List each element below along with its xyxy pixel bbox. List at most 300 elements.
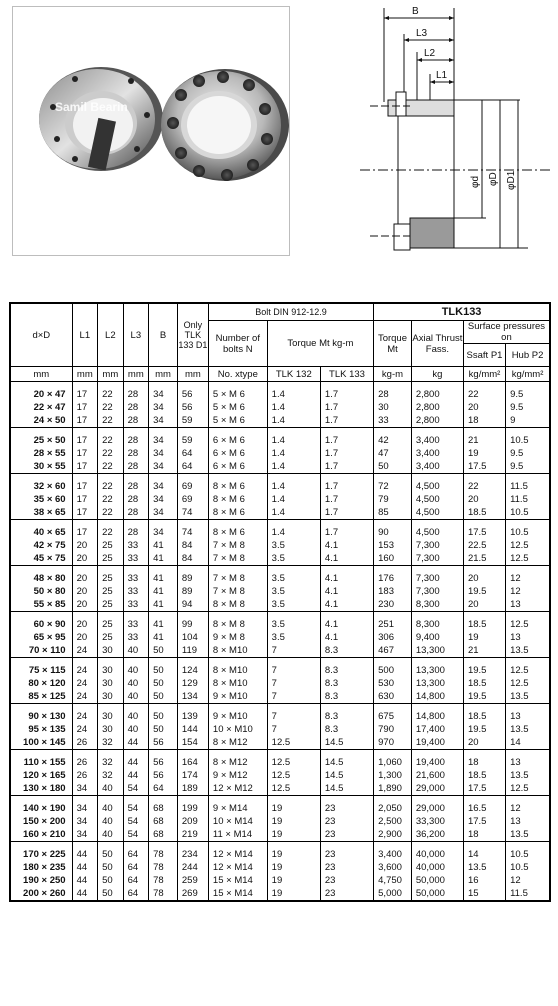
unit-cell: mm — [149, 367, 178, 382]
table-cell: 22 — [98, 493, 124, 506]
table-cell: 32 — [98, 756, 124, 769]
row-size-cell: 24 × 50 — [10, 414, 72, 428]
table-cell: 7 — [267, 664, 320, 677]
table-cell: 68 — [149, 815, 178, 828]
row-size-cell: 32 × 60 — [10, 480, 72, 493]
table-row — [10, 598, 550, 612]
table-cell: 306 — [374, 631, 412, 644]
row-size-cell: 22 × 47 — [10, 401, 72, 414]
table-cell: 500 — [374, 664, 412, 677]
table-cell: 9,400 — [411, 631, 463, 644]
table-cell: 7 — [267, 690, 320, 704]
table-cell: 50 — [98, 887, 124, 901]
table-cell: 33 — [374, 414, 412, 428]
table-cell: 19 — [463, 631, 505, 644]
table-cell: 8 × M 8 — [208, 598, 267, 612]
table-cell: 14 — [463, 848, 505, 861]
table-cell: 69 — [177, 480, 208, 493]
unit-cell: kg/mm² — [463, 367, 505, 382]
table-cell: 30 — [98, 710, 124, 723]
table-cell: 134 — [177, 690, 208, 704]
cross-section-drawing — [350, 0, 558, 262]
table-cell: 1.4 — [267, 460, 320, 474]
table-cell: 64 — [123, 848, 149, 861]
table-cell: 8 × M 6 — [208, 506, 267, 520]
table-cell: 5 × M 6 — [208, 401, 267, 414]
table-cell: 7 — [267, 644, 320, 658]
table-cell: 12.5 — [506, 618, 550, 631]
table-cell: 17 — [72, 434, 98, 447]
table-cell: 40 — [123, 664, 149, 677]
table-row — [10, 887, 550, 901]
table-cell: 12.5 — [506, 539, 550, 552]
table-cell: 4.1 — [320, 631, 373, 644]
table-cell: 40 — [98, 802, 124, 815]
row-size-cell: 190 × 250 — [10, 874, 72, 887]
table-cell: 2,800 — [411, 401, 463, 414]
table-cell: 19 — [267, 828, 320, 842]
table-cell: 18.5 — [463, 710, 505, 723]
table-cell: 14 — [506, 736, 550, 750]
table-cell: 32 — [98, 769, 124, 782]
table-cell: 41 — [149, 552, 178, 566]
table-cell: 10 × M10 — [208, 723, 267, 736]
table-cell: 8 × M10 — [208, 664, 267, 677]
table-row — [10, 690, 550, 704]
table-cell: 14.5 — [320, 769, 373, 782]
table-cell: 7 — [267, 723, 320, 736]
table-row — [10, 828, 550, 842]
row-size-cell: 95 × 135 — [10, 723, 72, 736]
row-size-cell: 65 × 95 — [10, 631, 72, 644]
table-cell: 54 — [123, 782, 149, 796]
table-cell: 42 — [374, 434, 412, 447]
table-row — [10, 572, 550, 585]
table-cell: 25 — [98, 585, 124, 598]
row-size-cell: 60 × 90 — [10, 618, 72, 631]
table-cell: 33 — [123, 539, 149, 552]
table-row — [10, 644, 550, 658]
table-cell: 41 — [149, 539, 178, 552]
table-cell: 12.5 — [506, 664, 550, 677]
table-cell: 2,800 — [411, 414, 463, 428]
table-cell: 41 — [149, 598, 178, 612]
table-cell: 30 — [98, 677, 124, 690]
table-cell: 41 — [149, 585, 178, 598]
table-cell: 12.5 — [506, 677, 550, 690]
unit-cell: mm — [123, 367, 149, 382]
table-cell: 28 — [123, 460, 149, 474]
table-cell: 8 × M 6 — [208, 526, 267, 539]
table-cell: 85 — [374, 506, 412, 520]
table-cell: 19.5 — [463, 723, 505, 736]
table-cell: 16 — [463, 874, 505, 887]
row-size-cell: 40 × 65 — [10, 526, 72, 539]
unit-cell: mm — [98, 367, 124, 382]
table-cell: 3.5 — [267, 598, 320, 612]
table-cell: 44 — [72, 874, 98, 887]
table-cell: 153 — [374, 539, 412, 552]
label-d1: φD1 — [506, 170, 517, 190]
table-cell: 19 — [267, 861, 320, 874]
table-row — [10, 723, 550, 736]
header-surface-pressures: Surface pressures on — [463, 321, 550, 344]
table-cell: 9 × M 8 — [208, 631, 267, 644]
table-cell: 29,000 — [411, 802, 463, 815]
table-cell: 7 × M 8 — [208, 585, 267, 598]
table-cell: 7 — [267, 710, 320, 723]
table-cell: 1,060 — [374, 756, 412, 769]
table-cell: 28 — [123, 401, 149, 414]
table-cell: 44 — [72, 887, 98, 901]
table-cell: 54 — [123, 828, 149, 842]
table-cell: 7 × M 8 — [208, 539, 267, 552]
table-cell: 34 — [149, 388, 178, 401]
table-cell: 19,400 — [411, 756, 463, 769]
table-row — [10, 848, 550, 861]
table-cell: 20 — [72, 552, 98, 566]
table-cell: 40 — [98, 815, 124, 828]
table-row — [10, 480, 550, 493]
table-cell: 144 — [177, 723, 208, 736]
header-l1: L1 — [72, 303, 98, 367]
table-cell: 17.5 — [463, 460, 505, 474]
table-cell: 40 — [123, 710, 149, 723]
table-cell: 28 — [123, 480, 149, 493]
row-size-cell: 100 × 145 — [10, 736, 72, 750]
table-cell: 19 — [267, 887, 320, 901]
table-cell: 26 — [72, 736, 98, 750]
table-cell: 10.5 — [506, 861, 550, 874]
table-cell: 234 — [177, 848, 208, 861]
table-cell: 7 × M 8 — [208, 552, 267, 566]
label-l2: L2 — [424, 48, 436, 59]
table-cell: 1.7 — [320, 460, 373, 474]
table-cell: 13.5 — [463, 861, 505, 874]
table-cell: 50 — [149, 690, 178, 704]
table-row — [10, 769, 550, 782]
table-cell: 9.5 — [506, 460, 550, 474]
table-cell: 9 × M10 — [208, 710, 267, 723]
table-cell: 40 — [123, 677, 149, 690]
table-cell: 33,300 — [411, 815, 463, 828]
table-cell: 174 — [177, 769, 208, 782]
row-size-cell: 28 × 55 — [10, 447, 72, 460]
table-cell: 14,800 — [411, 690, 463, 704]
header-l3: L3 — [123, 303, 149, 367]
row-size-cell: 180 × 235 — [10, 861, 72, 874]
table-cell: 8 × M 6 — [208, 493, 267, 506]
table-cell: 17.5 — [463, 526, 505, 539]
table-row — [10, 552, 550, 566]
table-cell: 34 — [149, 434, 178, 447]
table-cell: 8.3 — [320, 664, 373, 677]
table-cell: 30 — [98, 690, 124, 704]
row-size-cell: 85 × 125 — [10, 690, 72, 704]
table-cell: 56 — [149, 769, 178, 782]
table-cell: 17 — [72, 447, 98, 460]
table-row — [10, 802, 550, 815]
product-photo — [12, 6, 290, 256]
table-cell: 34 — [149, 506, 178, 520]
table-cell: 84 — [177, 539, 208, 552]
header-hub: Hub P2 — [506, 344, 550, 367]
table-cell: 12.5 — [267, 769, 320, 782]
table-cell: 13 — [506, 756, 550, 769]
table-row — [10, 506, 550, 520]
table-cell: 20 — [463, 598, 505, 612]
table-cell: 1,890 — [374, 782, 412, 796]
table-cell: 25 — [98, 618, 124, 631]
table-cell: 22 — [98, 526, 124, 539]
table-cell: 6 × M 6 — [208, 447, 267, 460]
table-cell: 3,400 — [411, 447, 463, 460]
header-only-tlk133-d1: Only TLK 133 D1 — [177, 303, 208, 367]
table-cell: 8 × M 6 — [208, 480, 267, 493]
table-cell: 28 — [123, 506, 149, 520]
row-size-cell: 200 × 260 — [10, 887, 72, 901]
table-cell: 13,300 — [411, 664, 463, 677]
row-size-cell: 120 × 165 — [10, 769, 72, 782]
table-cell: 22.5 — [463, 539, 505, 552]
table-cell: 25 — [98, 631, 124, 644]
table-cell: 13 — [506, 598, 550, 612]
table-cell: 13.5 — [506, 769, 550, 782]
table-cell: 34 — [149, 414, 178, 428]
table-cell: 269 — [177, 887, 208, 901]
table-cell: 40 — [98, 828, 124, 842]
table-cell: 94 — [177, 598, 208, 612]
table-cell: 50 — [98, 861, 124, 874]
table-cell: 13.5 — [506, 644, 550, 658]
table-cell: 59 — [177, 414, 208, 428]
table-cell: 33 — [123, 585, 149, 598]
header-l2: L2 — [98, 303, 124, 367]
table-cell: 78 — [149, 887, 178, 901]
table-cell: 50 — [149, 644, 178, 658]
table-cell: 1.7 — [320, 414, 373, 428]
table-cell: 30 — [98, 664, 124, 677]
table-cell: 50 — [98, 874, 124, 887]
table-cell: 11.5 — [506, 480, 550, 493]
table-body — [10, 382, 550, 902]
table-cell: 19.5 — [463, 585, 505, 598]
table-cell: 34 — [72, 828, 98, 842]
table-cell: 25 — [98, 552, 124, 566]
table-cell: 3,600 — [374, 861, 412, 874]
row-size-cell: 45 × 75 — [10, 552, 72, 566]
table-cell: 68 — [149, 802, 178, 815]
table-cell: 17 — [72, 414, 98, 428]
table-row — [10, 526, 550, 539]
row-size-cell: 42 × 75 — [10, 539, 72, 552]
table-cell: 209 — [177, 815, 208, 828]
table-cell: 34 — [149, 401, 178, 414]
table-cell: 1.7 — [320, 401, 373, 414]
table-cell: 28 — [123, 414, 149, 428]
table-cell: 20 — [72, 631, 98, 644]
table-cell: 13 — [506, 631, 550, 644]
table-cell: 33 — [123, 552, 149, 566]
table-cell: 12 — [506, 585, 550, 598]
table-cell: 4,500 — [411, 526, 463, 539]
table-cell: 44 — [123, 736, 149, 750]
table-cell: 23 — [320, 861, 373, 874]
table-cell: 24 — [72, 677, 98, 690]
table-cell: 28 — [123, 447, 149, 460]
table-cell: 50 — [149, 723, 178, 736]
technical-drawing — [350, 0, 558, 262]
table-cell: 4,500 — [411, 480, 463, 493]
table-cell: 1.7 — [320, 526, 373, 539]
table-cell: 89 — [177, 572, 208, 585]
table-cell: 9 × M14 — [208, 802, 267, 815]
table-cell: 4.1 — [320, 552, 373, 566]
locking-assembly-photo — [13, 7, 289, 255]
table-cell: 59 — [177, 434, 208, 447]
table-cell: 19 — [463, 447, 505, 460]
table-cell: 3.5 — [267, 585, 320, 598]
table-cell: 9 × M12 — [208, 769, 267, 782]
header-axial-thrust: Axial Thrust Fass. — [411, 321, 463, 367]
table-cell: 22 — [98, 447, 124, 460]
table-cell: 17,400 — [411, 723, 463, 736]
table-cell: 219 — [177, 828, 208, 842]
table-cell: 40,000 — [411, 861, 463, 874]
unit-cell: mm — [177, 367, 208, 382]
table-cell: 1.4 — [267, 447, 320, 460]
table-cell: 33 — [123, 631, 149, 644]
table-cell: 20 — [72, 598, 98, 612]
table-cell: 22 — [98, 506, 124, 520]
table-row — [10, 710, 550, 723]
row-size-cell: 35 × 60 — [10, 493, 72, 506]
table-cell: 74 — [177, 526, 208, 539]
table-cell: 9.5 — [506, 388, 550, 401]
table-cell: 7,300 — [411, 572, 463, 585]
table-cell: 2,500 — [374, 815, 412, 828]
row-size-cell: 25 × 50 — [10, 434, 72, 447]
table-cell: 23 — [320, 887, 373, 901]
table-cell: 16.5 — [463, 802, 505, 815]
table-cell: 79 — [374, 493, 412, 506]
table-cell: 4.1 — [320, 539, 373, 552]
table-cell: 34 — [149, 460, 178, 474]
table-cell: 4.1 — [320, 572, 373, 585]
table-cell: 78 — [149, 874, 178, 887]
table-row — [10, 434, 550, 447]
table-cell: 129 — [177, 677, 208, 690]
table-cell: 24 — [72, 664, 98, 677]
table-cell: 11.5 — [506, 887, 550, 901]
header-number-of-bolts: Number of bolts N — [208, 321, 267, 367]
table-cell: 30 — [98, 723, 124, 736]
table-cell: 15 — [463, 887, 505, 901]
table-cell: 7,300 — [411, 585, 463, 598]
table-cell: 21.5 — [463, 552, 505, 566]
table-cell: 50 — [149, 710, 178, 723]
table-cell: 13 — [506, 815, 550, 828]
table-cell: 64 — [123, 861, 149, 874]
table-cell: 530 — [374, 677, 412, 690]
table-cell: 44 — [72, 861, 98, 874]
table-row — [10, 631, 550, 644]
table-cell: 44 — [72, 848, 98, 861]
table-cell: 36,200 — [411, 828, 463, 842]
table-cell: 56 — [177, 401, 208, 414]
header-torque-mt: Torque Mt kg-m — [267, 321, 373, 367]
table-cell: 164 — [177, 756, 208, 769]
table-cell: 1.4 — [267, 480, 320, 493]
table-cell: 10.5 — [506, 526, 550, 539]
row-size-cell: 170 × 225 — [10, 848, 72, 861]
table-cell: 8.3 — [320, 690, 373, 704]
table-cell: 4.1 — [320, 585, 373, 598]
row-size-cell: 110 × 155 — [10, 756, 72, 769]
table-cell: 2,800 — [411, 388, 463, 401]
unit-cell: TLK 133 — [320, 367, 373, 382]
table-cell: 9.5 — [506, 401, 550, 414]
table-cell: 29,000 — [411, 782, 463, 796]
table-cell: 26 — [72, 756, 98, 769]
table-cell: 20 — [72, 572, 98, 585]
table-cell: 1.7 — [320, 480, 373, 493]
table-cell: 4,750 — [374, 874, 412, 887]
table-cell: 12 — [506, 572, 550, 585]
table-cell: 20 — [463, 401, 505, 414]
table-cell: 19 — [267, 815, 320, 828]
table-cell: 1.4 — [267, 506, 320, 520]
table-cell: 9 — [506, 414, 550, 428]
table-row — [10, 539, 550, 552]
table-cell: 22 — [98, 401, 124, 414]
table-cell: 64 — [177, 447, 208, 460]
table-cell: 1.4 — [267, 414, 320, 428]
table-cell: 3,400 — [411, 460, 463, 474]
row-size-cell: 130 × 180 — [10, 782, 72, 796]
table-cell: 23 — [320, 802, 373, 815]
unit-cell: mm — [10, 367, 72, 382]
table-cell: 19 — [267, 848, 320, 861]
table-cell: 8 × M12 — [208, 736, 267, 750]
table-cell: 12 × M14 — [208, 848, 267, 861]
table-cell: 1.4 — [267, 526, 320, 539]
table-cell: 12.5 — [267, 756, 320, 769]
table-cell: 40 — [98, 782, 124, 796]
table-cell: 28 — [123, 434, 149, 447]
table-cell: 64 — [177, 460, 208, 474]
table-cell: 1.4 — [267, 401, 320, 414]
table-cell: 26 — [72, 769, 98, 782]
table-cell: 12.5 — [506, 552, 550, 566]
table-cell: 124 — [177, 664, 208, 677]
table-cell: 24 — [72, 723, 98, 736]
table-cell: 22 — [98, 460, 124, 474]
table-cell: 18.5 — [463, 618, 505, 631]
row-size-cell: 70 × 110 — [10, 644, 72, 658]
table-cell: 23 — [320, 815, 373, 828]
table-row — [10, 815, 550, 828]
table-cell: 18 — [463, 756, 505, 769]
table-cell: 8.3 — [320, 723, 373, 736]
spec-table — [9, 302, 551, 902]
table-cell: 630 — [374, 690, 412, 704]
label-l1: L1 — [436, 70, 448, 81]
table-cell: 3,400 — [374, 848, 412, 861]
table-cell: 12.5 — [267, 782, 320, 796]
table-cell: 28 — [374, 388, 412, 401]
table-cell: 1.4 — [267, 493, 320, 506]
